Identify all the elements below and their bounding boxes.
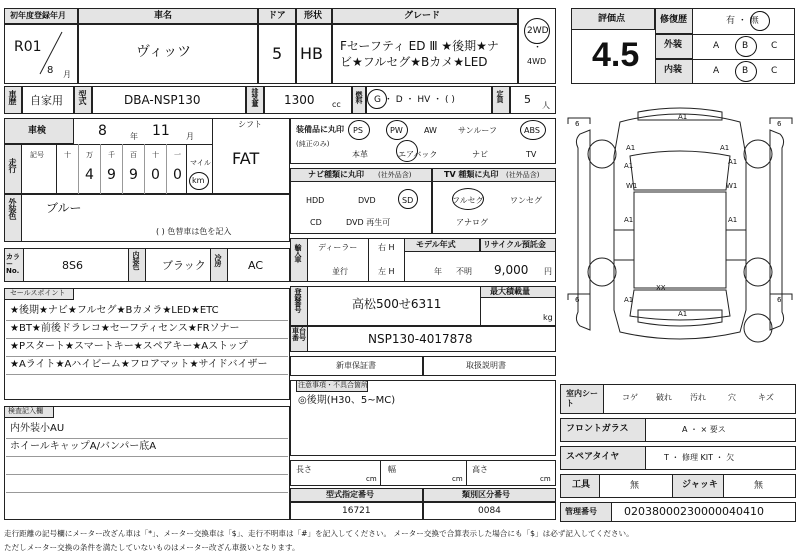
management-label: 管理番号 (565, 507, 597, 516)
mileage-col-2 (100, 144, 101, 194)
equip-item: サンルーフ (458, 126, 497, 135)
reg-label: 登録番号 (294, 288, 302, 312)
inspector-line: ホイールキャップA/バンパー底A (10, 441, 157, 452)
diagram-marks (575, 113, 782, 318)
kg-unit: kg (543, 313, 553, 322)
car-name: ヴィッツ (136, 44, 192, 60)
mark: A1 (720, 144, 730, 152)
wheel-rear-left (588, 258, 616, 286)
color-code-label: カラーNo. (6, 253, 20, 275)
shape-value: HB (300, 44, 324, 63)
mark: A1 (678, 310, 688, 318)
car-name-label: 車名 (154, 11, 173, 21)
shift-value: FAT (232, 149, 260, 168)
tire-depth: 6 (575, 296, 580, 304)
person-unit: 人 (542, 101, 550, 110)
type-designation: 16721 (342, 506, 371, 516)
tools-value: 無 (630, 481, 640, 491)
interior-color-label: 内装色 (132, 251, 140, 269)
shape-label: 形状 (304, 11, 323, 21)
mileage-col-1 (78, 144, 79, 194)
interior-grade: A (713, 66, 720, 76)
mileage-digit: 4 (85, 167, 94, 183)
grade-cell (332, 24, 518, 84)
footer-line2: ただしメーター交換の条件を満たしていないものはメーター改ざん車扱いとなります。 (4, 543, 300, 552)
width-unit: cm (452, 475, 463, 483)
model-year-unit: 年 (434, 267, 442, 276)
recycle-yen: 円 (544, 267, 552, 276)
score-label: 評価点 (598, 14, 626, 24)
ac-value: AC (248, 259, 264, 272)
fuel-label: 燃料 (355, 91, 363, 103)
color-change-note: ( ) 色替車は色を記入 (156, 227, 232, 236)
color-label: 外装色 (8, 198, 17, 219)
equip-item: TV (526, 150, 537, 159)
exterior-grade: C (771, 41, 778, 51)
inspection-year: 8 (98, 123, 107, 139)
usage-label: 車歴 (8, 90, 17, 104)
digit-header: 千 (108, 151, 115, 159)
mileage-divider (4, 144, 212, 145)
navi-item: DVD 再生可 (346, 218, 391, 227)
usage-value: 自家用 (30, 94, 63, 107)
interior-grade: B (742, 66, 749, 76)
import-dealer: ディーラー (318, 243, 358, 252)
sales-rule (6, 320, 288, 321)
import-left-h: 左 H (378, 267, 395, 276)
first-reg-month: 8 (47, 65, 54, 76)
km-label: km (192, 176, 205, 185)
equipment-sublabel: (純正のみ) (296, 140, 330, 148)
category-value: 0084 (478, 506, 501, 516)
model-value: DBA-NSP130 (124, 93, 201, 107)
mark: A1 (624, 162, 634, 170)
sales-point-line: ★Pスタート★スマートキー★スペアキー★Aストップ (10, 341, 248, 352)
spare-wheel (744, 314, 772, 342)
repair-options: 有 ・ 無 (726, 16, 759, 26)
drive-2wd: 2WD (527, 26, 549, 36)
wheel-rear-right (744, 258, 772, 286)
model-year-value: 不明 (456, 267, 472, 276)
import-label: 輸入車 (294, 244, 302, 262)
repair-label: 修復歴 (660, 15, 688, 25)
first-reg-label: 初年度登録年月 (10, 11, 66, 20)
mileage-digit: 0 (151, 167, 160, 183)
tv-sublabel: (社外品含) (506, 171, 540, 179)
interior-color-value: ブラック (162, 259, 206, 272)
shift-label: シフト (238, 120, 262, 129)
sales-point-line: ★BT★前後ドラレコ★セーフティセンス★FRソナー (10, 323, 240, 334)
interior-grade: C (771, 66, 778, 76)
dim-divider (380, 460, 381, 486)
equip-item: AW (424, 126, 437, 135)
first-reg-era: R01 (14, 39, 42, 55)
inspector-label: 検査記入欄 (8, 407, 43, 415)
interior-sheet-option: コゲ (622, 393, 638, 402)
sales-point-line: ★Aライト★Aハイビーム★フロアマット★サイドバイザー (10, 359, 268, 370)
fuel-options: G ・ D ・ HV ・ ( ) (374, 95, 455, 105)
length-label: 長さ (296, 465, 312, 474)
tv-item: ワンセグ (510, 196, 542, 205)
model-label: 型式 (78, 90, 87, 104)
mileage-col-4 (144, 144, 145, 194)
sales-rule (6, 338, 288, 339)
digit-header: 百 (130, 151, 137, 159)
interior-sheet-option: キズ (758, 393, 774, 402)
digit-header: 十 (64, 151, 71, 159)
displacement-label: 排気量 (251, 88, 259, 106)
mileage-digit: 9 (107, 167, 116, 183)
cc-unit: cc (332, 100, 341, 109)
sales-rule (6, 356, 288, 357)
exterior-grade: A (713, 41, 720, 51)
car-outline (568, 108, 792, 342)
mileage-digit: 9 (129, 167, 138, 183)
equip-item: エアバック (398, 150, 438, 159)
color-value: ブルー (46, 201, 82, 215)
spare-tire-label: スペアタイヤ (566, 452, 620, 462)
mileage-col-6 (186, 144, 187, 194)
grade-line1: Fセーフティ ED Ⅲ ★後期★ナ (340, 39, 499, 53)
capacity-label: 定員 (496, 90, 504, 102)
navi-sublabel: (社外品含) (378, 171, 412, 179)
inspector-rule (6, 492, 288, 493)
inspector-rule (6, 438, 288, 439)
sales-points-label: セールスポイント (10, 289, 66, 297)
tire-depth: 6 (777, 296, 782, 304)
interior-sheet-option: 破れ (656, 393, 672, 402)
digit-header: 万 (86, 151, 93, 159)
new-car-warranty: 新車保証書 (336, 361, 376, 370)
manual: 取扱説明書 (466, 361, 506, 370)
management-value: 02038000230000040410 (624, 505, 764, 518)
windshield (630, 151, 730, 190)
doors-value: 5 (272, 44, 283, 63)
notes-label: 注意事項・不具合箇所 (298, 381, 368, 389)
jack-label: ジャッキ (682, 480, 718, 490)
roof (634, 192, 726, 288)
score-value: 4.5 (592, 36, 640, 74)
tv-label: TV 種類に丸印 (444, 170, 499, 179)
footer-line1: 走行距離の記号欄にメーター改ざん車は「*」、メーター交換車は「$」、走行不明車は「#」を記入してください。 メーター交換で合算表示した場合にも「$」は必ず記入してください。 (4, 529, 634, 538)
mark: A1 (678, 113, 688, 121)
mileage-col-5 (166, 144, 167, 194)
equip-item: 本革 (352, 150, 368, 159)
model-year-label: モデル年式 (416, 240, 456, 249)
import-right-h: 右 H (378, 243, 395, 252)
mileage-symbol-label: 記号 (30, 151, 44, 159)
interior-sheet-option: 穴 (728, 393, 736, 402)
equip-item: PS (353, 126, 363, 135)
import-parallel: 並行 (332, 267, 348, 276)
displacement-value: 1300 (284, 93, 315, 107)
mark: A1 (624, 216, 634, 224)
equipment-label: 装備品に丸印 (296, 125, 344, 134)
chassis-value: NSP130-4017878 (368, 332, 473, 346)
inspection-label: 車検 (28, 126, 47, 136)
mark: A1 (728, 158, 738, 166)
drive-4wd: 4WD (527, 57, 547, 66)
recycle-label: リサイクル預託金 (483, 240, 546, 249)
mileage-digit: 0 (173, 167, 182, 183)
mileage-col-0 (56, 144, 57, 194)
grade-label: グレード (404, 11, 441, 21)
mark: W1 (626, 182, 638, 190)
digit-header: 十 (152, 151, 159, 159)
ac-label: 冷房 (214, 254, 222, 266)
notes-value: ◎後期(H30、5~MC) (298, 395, 396, 406)
repair-none-circle (750, 11, 770, 31)
dimensions-row (290, 460, 556, 486)
drive-dot: ・ (533, 43, 543, 53)
jack-value: 無 (754, 481, 764, 491)
height-label: 高さ (472, 465, 488, 474)
mileage-col-3 (122, 144, 123, 194)
equip-item: PW (390, 126, 403, 135)
spare-tire-options: T ・ 修理 KIT ・ 欠 (664, 453, 735, 462)
category-label: 類別区分番号 (462, 490, 510, 499)
front-glass-label: フロントガラス (566, 424, 629, 434)
car-damage-diagram (560, 100, 800, 368)
navi-item: CD (310, 218, 322, 227)
navi-item: SD (402, 196, 414, 205)
interior-sheet-label: 室内シート (566, 389, 598, 408)
import-divider (368, 238, 369, 282)
navi-label: ナビ種類に丸印 (308, 170, 364, 179)
reg-number: 高松500せ6311 (352, 297, 442, 311)
exterior-b-circle (735, 36, 757, 57)
capacity-value: 5 (524, 93, 531, 106)
sales-point-line: ★後期★ナビ★フルセグ★Bカメラ★LED★ETC (10, 305, 219, 316)
mark: A1 (626, 144, 636, 152)
digit-header: 一 (174, 151, 181, 159)
tire-depth: 6 (777, 120, 782, 128)
navi-item: HDD (306, 196, 325, 205)
front-glass-options: A ・ × 要ス (682, 425, 726, 434)
tire-depth: 6 (575, 120, 580, 128)
width-label: 幅 (388, 465, 396, 474)
height-unit: cm (540, 475, 551, 483)
inspector-rule (6, 474, 288, 475)
mark: A1 (624, 296, 634, 304)
mark: W1 (726, 182, 738, 190)
inspection-month: 11 (152, 123, 170, 139)
exterior-grade: B (742, 41, 749, 51)
length-unit: cm (366, 475, 377, 483)
sales-rule (6, 374, 288, 375)
wheel-front-right (744, 140, 772, 168)
shift-divider (212, 118, 213, 194)
doors-label: ドア (268, 11, 286, 21)
navi-item: DVD (358, 196, 376, 205)
interior-b-circle (735, 61, 757, 82)
inspection-month-unit: 月 (186, 132, 194, 141)
chassis-label: 車台番号 (292, 327, 306, 342)
mark: XX (656, 284, 666, 292)
equip-item: ナビ (472, 150, 488, 159)
wheel-front-left (588, 140, 616, 168)
dim-divider (466, 460, 467, 486)
first-reg-month-unit: 月 (63, 70, 71, 79)
interior-sheet-option: 汚れ (690, 393, 706, 402)
inspection-year-unit: 年 (130, 132, 138, 141)
interior-label: 内装 (664, 65, 683, 75)
mile-label: マイル (190, 159, 211, 167)
tv-item: フルセグ (452, 196, 484, 205)
max-load-label: 最大積載量 (490, 287, 530, 296)
grade-line2: ビ★フルセグ★Bカメ★LED (340, 55, 488, 69)
recycle-value: 9,000 (494, 263, 529, 277)
exterior-label: 外装 (664, 40, 683, 50)
tools-label: 工具 (572, 480, 591, 490)
type-designation-label: 型式指定番号 (326, 490, 374, 499)
color-code-value: 8S6 (62, 259, 83, 272)
tv-item: アナログ (456, 218, 488, 227)
inspector-line: 内外装小AU (10, 423, 65, 434)
mark: A1 (728, 216, 738, 224)
equip-item: ABS (524, 126, 540, 135)
inspector-rule (6, 456, 288, 457)
mileage-label: 走行 (8, 158, 17, 172)
